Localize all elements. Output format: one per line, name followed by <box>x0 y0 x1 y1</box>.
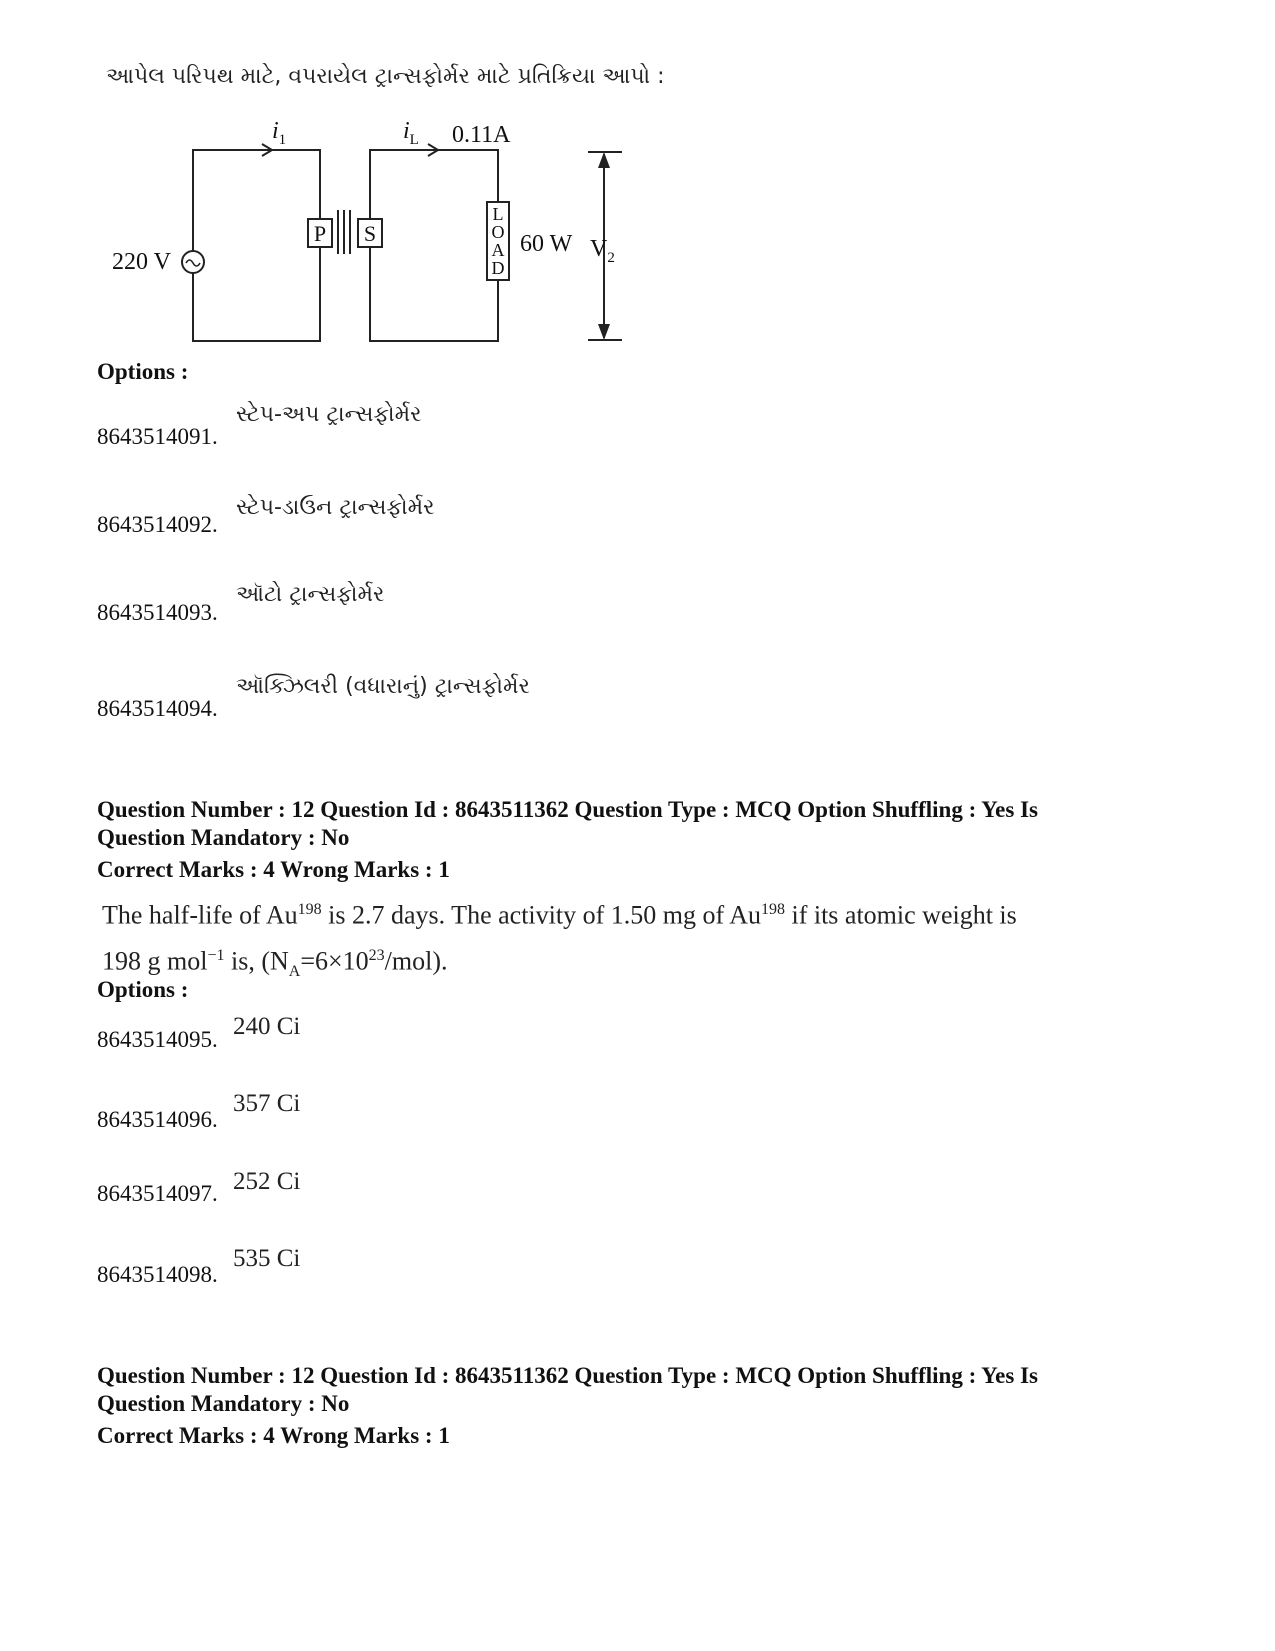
question-header-line-2: Question Mandatory : No <box>97 825 350 850</box>
question-marks: Correct Marks : 4 Wrong Marks : 1 <box>97 857 450 882</box>
option-id: 8643514094. <box>97 696 218 721</box>
primary-loop-wire <box>193 150 320 341</box>
load-letter-1: L <box>492 204 504 224</box>
option-id: 8643514095. <box>97 1027 218 1052</box>
option-text: 240 Ci <box>233 1013 301 1040</box>
option-text: ઑક્ઝિલરી (વધારાનું) ટ્રાન્સફોર્મર <box>236 674 530 699</box>
option-text: 535 Ci <box>233 1245 301 1272</box>
option-text: સ્ટેપ-ડાઉન ટ્રાન્સફોર્મર <box>236 495 435 520</box>
option-id: 8643514096. <box>97 1107 218 1132</box>
question-header-line-1: Question Number : 12 Question Id : 8643511362 Question Type : MCQ Option Shuffling : Yes Is <box>97 1363 1038 1388</box>
option-id: 8643514093. <box>97 600 218 625</box>
v2-label: $V_2$ <box>590 236 615 266</box>
secondary-label: S <box>363 221 377 246</box>
secondary-loop-wire <box>370 150 498 341</box>
question-header <box>97 1362 1038 1450</box>
current-value: 0.11A <box>452 122 511 148</box>
question-header-line-2: Question Mandatory : No <box>97 1391 350 1416</box>
option-text: ઑટો ટ્રાન્સફોર્મર <box>236 582 385 607</box>
load-power: 60 W <box>520 231 573 257</box>
transformer-circuit-diagram <box>100 112 660 352</box>
v2-arrow-down <box>598 324 610 340</box>
options-label: Options : <box>97 359 189 384</box>
option-text: 357 Ci <box>233 1090 301 1117</box>
primary-label: P <box>313 221 327 246</box>
question-marks: Correct Marks : 4 Wrong Marks : 1 <box>97 1423 450 1448</box>
v2-arrow-up <box>598 152 610 168</box>
i1-label: $i_1$ <box>272 118 287 148</box>
option-text: 252 Ci <box>233 1168 301 1195</box>
option-id: 8643514092. <box>97 512 218 537</box>
source-voltage: 220 V <box>112 249 171 275</box>
option-text: સ્ટેપ-અપ ટ્રાન્સફોર્મર <box>236 402 422 427</box>
option-id: 8643514098. <box>97 1262 218 1287</box>
options-label: Options : <box>97 977 189 1002</box>
question-prompt: આપેલ પરિપથ માટે, વપરાયેલ ટ્રાન્સફોર્મર માટે પ્રતિક્રિયા આપો : <box>106 64 665 89</box>
load-letter-2: O <box>491 222 505 242</box>
question-text: The half-life of Au$^{198}$ is 2.7 days. The activity of 1.50 mg of Au$^{198}$ if its atomic weight is 198 g mol$^{-1}$ is, $(N_A=6\times 10^{23}/mol)$. <box>102 900 1017 980</box>
load-letter-3: A <box>491 240 505 260</box>
question-header-line-1: Question Number : 12 Question Id : 8643511362 Question Type : MCQ Option Shuffling : Yes Is <box>97 797 1038 822</box>
option-id: 8643514097. <box>97 1181 218 1206</box>
iL-label: $i_L$ <box>403 118 419 148</box>
load-letter-4: D <box>491 258 505 278</box>
option-id: 8643514091. <box>97 424 218 449</box>
question-header <box>97 796 1038 884</box>
